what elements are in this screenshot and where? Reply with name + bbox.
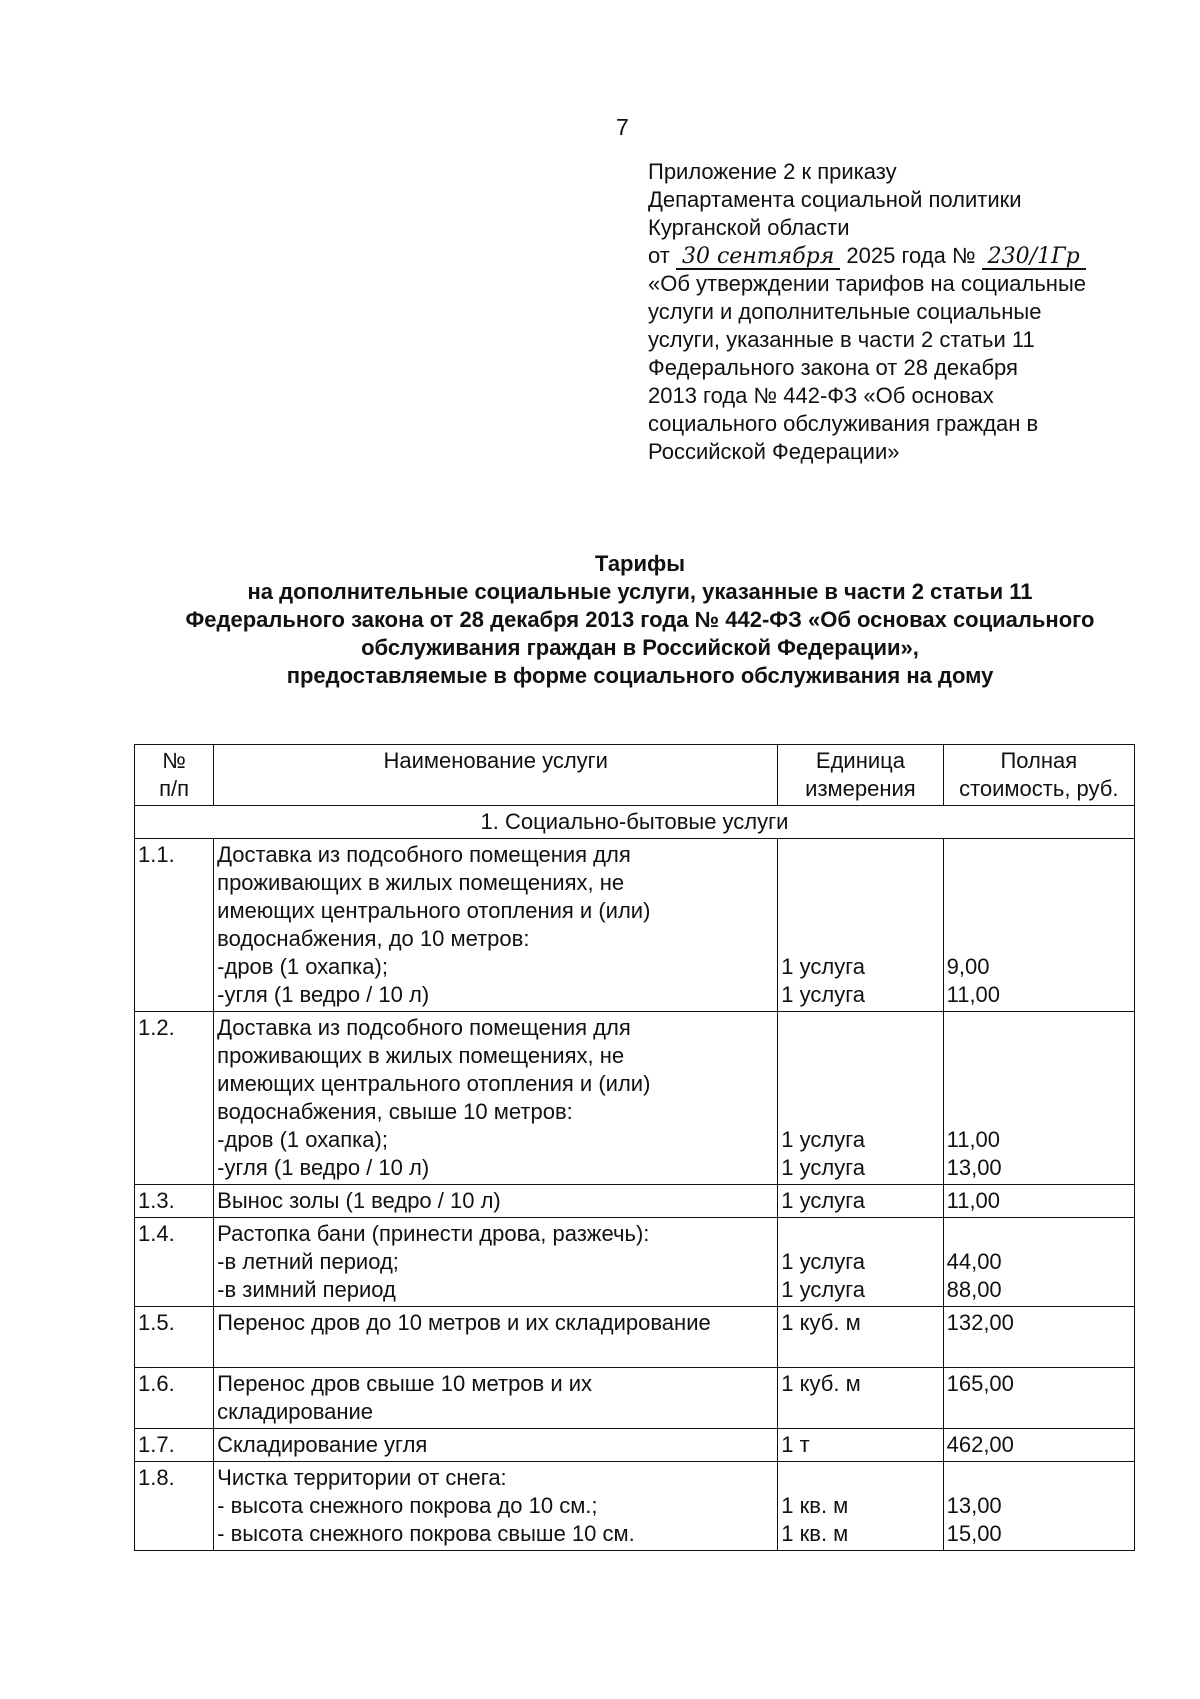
unit-line [781,1042,939,1070]
appendix-line: Российской Федерации» [648,439,900,464]
title-line: на дополнительные социальные услуги, указанные в части 2 статьи 11 [247,579,1033,604]
unit-line: 1 услуга [781,1188,865,1213]
table-header-row [135,745,1135,806]
handwritten-number: 230/1Гр [982,246,1086,270]
table-row [135,1368,1135,1429]
cost-line [947,1398,1131,1426]
cost-line [947,1070,1131,1098]
table-row [135,1307,1135,1368]
cost [943,1185,1134,1218]
unit [778,1185,943,1218]
appendix-line: социального обслуживания граждан в [648,411,1039,436]
service-name-line [217,1337,774,1365]
row-number: 1.8. [135,1462,214,1551]
service-name [214,1429,778,1462]
unit-line [781,1398,939,1426]
unit-line: 1 услуга [781,954,865,979]
service-name-line: Складирование угля [217,1432,428,1457]
unit-line: 1 услуга [781,1249,865,1274]
appendix-header [648,158,1168,466]
service-name-line: складирование [217,1399,374,1424]
unit [778,1429,943,1462]
cost-line [947,869,1131,897]
cost [943,1307,1134,1368]
service-name-line: -угля (1 ведро / 10 л) [217,982,430,1007]
cost-line [947,1014,1131,1042]
service-name [214,1218,778,1307]
unit-line: 1 т [781,1432,810,1457]
service-name-line: - высота снежного покрова до 10 см.; [217,1493,598,1518]
row-number: 1.5. [135,1307,214,1368]
table-row [135,1462,1135,1551]
cost [943,1218,1134,1307]
unit-line: 1 услуга [781,1127,865,1152]
service-name-line: Доставка из подсобного помещения для [217,842,631,867]
cost-line: 44,00 [946,1249,1002,1274]
unit-line [781,925,939,953]
service-name [214,1462,778,1551]
title-line: Тарифы [594,551,686,576]
service-name-line: Вынос золы (1 ведро / 10 л) [217,1188,501,1213]
unit [778,1462,943,1551]
service-name-line: проживающих в жилых помещениях, не [217,1043,625,1068]
cost-line: 88,00 [946,1277,1002,1302]
table-row [135,1218,1135,1307]
section-row [135,806,1135,839]
unit-line: 1 кв. м [781,1521,849,1546]
cost-line [947,1337,1131,1365]
cost-line [947,1464,1131,1492]
unit-line [781,841,939,869]
cost [943,839,1134,1012]
service-name-line: Чистка территории от снега: [217,1465,507,1490]
appendix-line: Департамента социальной политики [648,187,1022,212]
cost-line: 462,00 [946,1432,1014,1457]
date-suffix: 2025 года № [846,243,976,268]
tariff-table [134,744,1135,1551]
title-line: предоставляемые в форме социального обслуживания на дому [286,663,994,688]
cost [943,1429,1134,1462]
service-name-line: водоснабжения, свыше 10 метров: [217,1099,573,1124]
row-number: 1.2. [135,1012,214,1185]
cost-line: 13,00 [946,1155,1002,1180]
service-name [214,1368,778,1429]
service-name-line: Перенос дров свыше 10 метров и их [217,1371,593,1396]
unit-line [781,869,939,897]
unit-line: 1 куб. м [781,1371,861,1396]
table-row [135,1012,1135,1185]
service-name-line: - высота снежного покрова свыше 10 см. [217,1521,635,1546]
service-name-line: -дров (1 охапка); [217,1127,388,1152]
cost-line [947,925,1131,953]
appendix-line: услуги и дополнительные социальные [648,299,1042,324]
title-line: обслуживания граждан в Российской Федерации», [361,635,919,660]
row-number: 1.4. [135,1218,214,1307]
service-name-line: Растопка бани (принести дрова, разжечь): [217,1221,650,1246]
appendix-line: Федерального закона от 28 декабря [648,355,1018,380]
unit [778,1307,943,1368]
table-row [135,839,1135,1012]
appendix-line: Приложение 2 к приказу [648,159,897,184]
cost-line: 11,00 [946,1188,1001,1213]
row-number: 1.1. [135,839,214,1012]
unit-line: 1 услуга [781,1155,865,1180]
cost-line: 9,00 [946,954,990,979]
unit-line [781,1337,939,1365]
unit-line: 1 услуга [781,1277,865,1302]
section-title: 1. Социально-бытовые услуги [135,806,1135,839]
unit-line: 1 куб. м [781,1310,861,1335]
service-name-line: имеющих центрального отопления и (или) [217,898,651,923]
cost-line: 165,00 [946,1371,1014,1396]
service-name-line: -в летний период; [217,1249,399,1274]
unit-line [781,1464,939,1492]
row-number: 1.7. [135,1429,214,1462]
header-service-name: Наименование услуги [214,745,778,806]
unit-line [781,1220,939,1248]
row-number: 1.3. [135,1185,214,1218]
unit-line [781,897,939,925]
cost-line [947,1098,1131,1126]
unit-line: 1 кв. м [781,1493,849,1518]
cost-line [947,841,1131,869]
service-name-line: -в зимний период [217,1277,396,1302]
cost-line: 132,00 [946,1310,1014,1335]
service-name-line: Доставка из подсобного помещения для [217,1015,631,1040]
table-row [135,1429,1135,1462]
unit [778,1368,943,1429]
cost [943,1012,1134,1185]
unit-line [781,1098,939,1126]
page-number: 7 [616,114,629,140]
header-unit: Единица измерения [778,745,943,806]
service-name [214,1012,778,1185]
service-name-line: -дров (1 охапка); [217,954,388,979]
service-name-line: -угля (1 ведро / 10 л) [217,1155,430,1180]
unit-line: 1 услуга [781,982,865,1007]
handwritten-date: 30 сентября [676,246,840,270]
cost-line [947,1042,1131,1070]
appendix-date-line [648,242,1168,270]
cost [943,1368,1134,1429]
table-row [135,1185,1135,1218]
cost-line: 11,00 [946,982,1001,1007]
service-name [214,1307,778,1368]
service-name [214,839,778,1012]
service-name-line: проживающих в жилых помещениях, не [217,870,625,895]
header-number: № п/п [135,745,214,806]
appendix-line: услуги, указанные в части 2 статьи 11 [648,327,1035,352]
unit [778,1012,943,1185]
document-title [60,550,1200,690]
service-name [214,1185,778,1218]
cost-line [947,1220,1131,1248]
unit-line [781,1070,939,1098]
date-prefix: от [648,243,670,268]
cost-line [947,897,1131,925]
title-line: Федерального закона от 28 декабря 2013 года № 442-ФЗ «Об основах социального [185,607,1095,632]
unit [778,839,943,1012]
row-number: 1.6. [135,1368,214,1429]
service-name-line: Перенос дров до 10 метров и их складирование [217,1310,711,1335]
cost-line: 11,00 [946,1127,1001,1152]
appendix-line: Курганской области [648,215,850,240]
unit [778,1218,943,1307]
cost-line: 15,00 [946,1521,1002,1546]
service-name-line: имеющих центрального отопления и (или) [217,1071,651,1096]
header-cost: Полная стоимость, руб. [943,745,1134,806]
cost [943,1462,1134,1551]
cost-line: 13,00 [946,1493,1002,1518]
unit-line [781,1014,939,1042]
appendix-line: 2013 года № 442-ФЗ «Об основах [648,383,994,408]
service-name-line: водоснабжения, до 10 метров: [217,926,530,951]
appendix-line: «Об утверждении тарифов на социальные [648,271,1087,296]
